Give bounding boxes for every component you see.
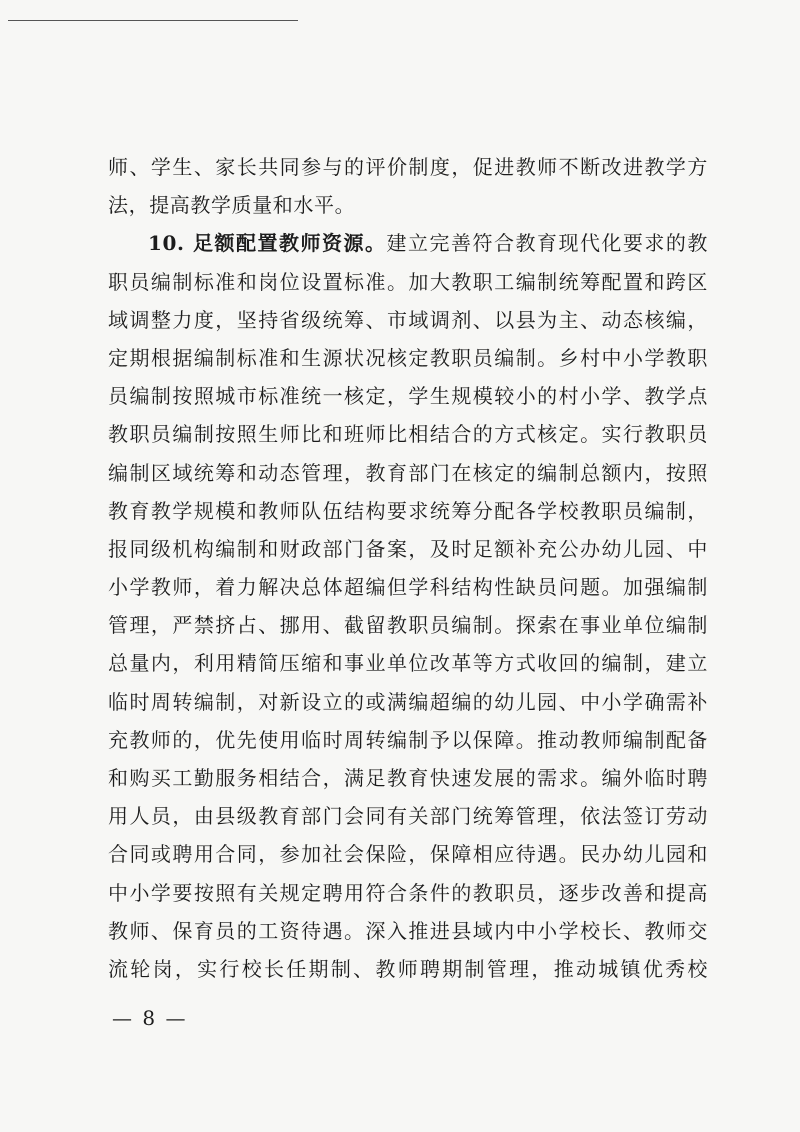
line-text: 中小学要按照有关规定聘用符合条件的教职员，逐步改善和提高 — [108, 880, 708, 905]
line-text: 充教师的，优先使用临时周转编制予以保障。推动教师编制配备 — [108, 727, 708, 752]
line-text: 域调整力度，坚持省级统筹、市域调剂、以县为主、动态核编， — [108, 307, 708, 332]
header-rule — [8, 20, 298, 21]
line-text: 合同或聘用合同，参加社会保险，保障相应待遇。民办幼儿园和 — [108, 842, 708, 867]
line-text: 建立完善符合教育现代化要求的教 — [386, 231, 709, 256]
line-text: 和购买工勤服务相结合，满足教育快速发展的需求。编外临时聘 — [108, 766, 708, 790]
text-line — [108, 415, 708, 453]
text-line — [108, 644, 708, 682]
line-text: 用人员，由县级教育部门会同有关部门统筹管理，依法签订劳动 — [108, 804, 708, 829]
text-line — [108, 377, 708, 415]
line-text: 管理，严禁挤占、挪用、截留教职员编制。探索在事业单位编制 — [108, 613, 708, 638]
line-text: 临时周转编制，对新设立的或满编超编的幼儿园、中小学确需补 — [108, 689, 708, 714]
text-line — [108, 950, 708, 988]
line-text: 员编制按照城市标准统一核定，学生规模较小的村小学、教学点 — [108, 384, 708, 409]
text-line — [108, 492, 708, 530]
line-text: 小学教师，着力解决总体超编但学科结构性缺员问题。加强编制 — [108, 575, 708, 600]
text-line — [108, 454, 708, 492]
line-text: 教职员编制按照生师比和班师比相结合的方式核定。实行教职员 — [108, 422, 708, 447]
text-line — [108, 606, 708, 644]
line-text: 流轮岗，实行校长任期制、教师聘期制管理，推动城镇优秀校 — [108, 956, 708, 981]
line-text: 定期根据编制标准和生源状况核定教职员编制。乡村中小学教职 — [108, 345, 708, 370]
text-line — [108, 683, 708, 721]
line-text: 师、学生、家长共同参与的评价制度，促进教师不断改进教学方 — [108, 155, 708, 179]
text-line — [108, 835, 708, 873]
section-heading: 10. 足额配置教师资源。 — [148, 231, 387, 256]
line-text: 总量内，利用精简压缩和事业单位改革等方式收回的编制，建立 — [108, 651, 708, 676]
text-line — [108, 530, 708, 568]
text-line — [108, 186, 708, 224]
text-line — [108, 148, 708, 186]
text-line — [108, 797, 708, 835]
line-text: 教师、保育员的工资待遇。深入推进县域内中小学校长、教师交 — [108, 918, 708, 943]
text-line — [108, 759, 708, 797]
line-text: 报同级机构编制和财政部门备案，及时足额补充公办幼儿园、中 — [108, 536, 708, 561]
text-line — [108, 874, 708, 912]
text-line — [108, 721, 708, 759]
text-line — [108, 301, 708, 339]
line-text: 编制区域统筹和动态管理，教育部门在核定的编制总额内，按照 — [108, 460, 708, 485]
page-number: — 8 — — [112, 1006, 188, 1030]
text-line — [108, 568, 708, 606]
body-text — [108, 148, 708, 988]
text-line — [108, 339, 708, 377]
line-text: 职员编制标准和岗位设置标准。加大教职工编制统筹配置和跨区 — [108, 269, 708, 294]
line-text: 法，提高教学质量和水平。 — [108, 193, 356, 218]
text-line — [108, 912, 708, 950]
line-text: 教育教学规模和教师队伍结构要求统筹分配各学校教职员编制， — [108, 498, 708, 523]
text-line — [108, 224, 708, 262]
text-line — [108, 263, 708, 301]
